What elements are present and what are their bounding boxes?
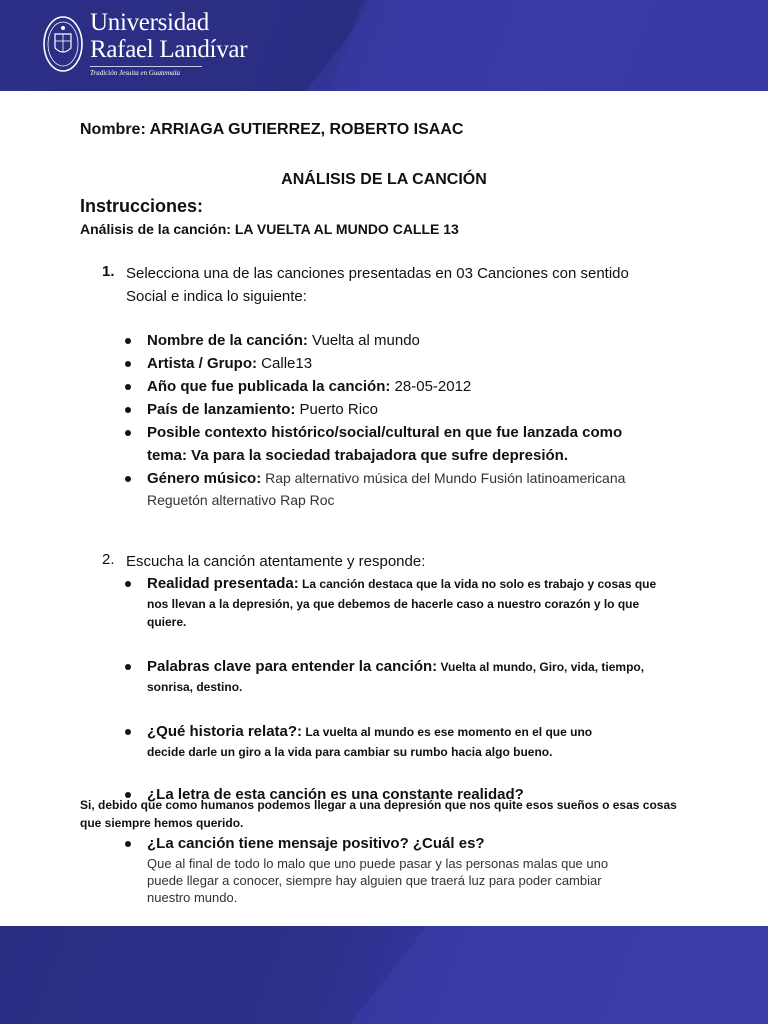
question-1-text <box>126 262 629 308</box>
item-value: Puerto Rico <box>295 401 378 418</box>
item-label: Palabras clave para entender la canción: <box>147 658 438 675</box>
bullet-icon <box>125 361 131 367</box>
brand-line-2: Rafael Landívar <box>90 36 248 63</box>
bullet-icon <box>125 476 131 482</box>
question-1-number: 1. <box>102 263 115 280</box>
question-1-line-1: Selecciona una de las canciones presentadas en 03 Canciones con sentido <box>126 265 629 282</box>
answer-line: Que al final de todo lo malo que uno puede pasar y las personas malas que uno <box>147 856 609 871</box>
bullet-icon <box>125 430 131 436</box>
list-item <box>147 352 625 375</box>
document-title: ANÁLISIS DE LA CANCIÓN <box>281 171 487 188</box>
answer-line: puede llegar a conocer, siempre hay alguien que traerá luz para poder cambiar <box>147 873 602 888</box>
analysis-subtitle: Análisis de la canción: LA VUELTA AL MUNDO CALLE 13 <box>80 221 459 237</box>
item-label: Año que fue publicada la canción: <box>147 378 391 395</box>
list-item <box>147 832 608 906</box>
item-value-cont: quiere. <box>147 615 187 629</box>
student-name: Nombre: ARRIAGA GUTIERREZ, ROBERTO ISAAC <box>80 121 464 138</box>
list-item <box>147 655 656 696</box>
instructions-heading: Instrucciones: <box>80 196 204 216</box>
bullet-icon <box>125 384 131 390</box>
item-value: La vuelta al mundo es ese momento en el que uno <box>302 725 593 739</box>
item-label-cont: tema: <box>147 447 188 464</box>
footer-decoration <box>302 926 768 1024</box>
list-item <box>147 572 656 631</box>
brand-line-1: Universidad <box>90 9 209 36</box>
list-item <box>147 467 625 510</box>
question-1-line-2: Social e indica lo siguiente: <box>126 288 307 305</box>
question-2-number: 2. <box>102 551 115 568</box>
bullet-icon <box>125 841 131 847</box>
bullet-icon <box>125 729 131 735</box>
item-value: Vuelta al mundo <box>307 332 420 349</box>
item-label: ¿Qué historia relata?: <box>147 723 303 740</box>
item-value: Calle13 <box>257 355 313 372</box>
answer-line: nuestro mundo. <box>147 890 238 905</box>
brand-tagline: Tradición Jesuita en Guatemala <box>90 66 202 78</box>
item-label: Género músico: <box>147 470 262 487</box>
answer-line: Si, debido que como humanos podemos llegar a una depresión que nos quite esos sueños o esas cosas <box>80 798 677 812</box>
item-label: Artista / Grupo: <box>147 355 258 372</box>
list-item <box>147 421 625 467</box>
bullet-icon <box>125 664 131 670</box>
list-item <box>147 398 625 421</box>
bullet-icon <box>125 407 131 413</box>
item-label: País de lanzamiento: <box>147 401 296 418</box>
question-2-text: Escucha la canción atentamente y responde: <box>126 553 426 570</box>
item-value-cont: sonrisa, destino. <box>147 680 243 694</box>
item-value: Va para la sociedad trabajadora que sufre depresión. <box>187 447 568 464</box>
question-2-list-cont <box>147 832 608 906</box>
item-value-cont: Reguetón alternativo Rap Roc <box>147 492 335 508</box>
answer-positive-message <box>147 855 608 906</box>
item-value: La canción destaca que la vida no solo es trabajo y cosas que <box>298 577 657 591</box>
item-label: Posible contexto histórico/social/cultural en que fue lanzada como <box>147 424 623 441</box>
answer-constant-reality <box>80 796 677 832</box>
list-item <box>147 375 625 398</box>
list-item <box>147 720 656 761</box>
question-2-list <box>147 572 656 806</box>
item-value: 28-05-2012 <box>390 378 472 395</box>
item-label: ¿La canción tiene mensaje positivo? ¿Cuál es? <box>147 835 485 852</box>
item-label: ¿La letra de esta canción es una constante realidad? <box>147 786 524 803</box>
item-value: Vuelta al mundo, Giro, vida, tiempo, <box>437 660 645 674</box>
item-value-cont: nos llevan a la depresión, ya que debemos de hacerle caso a nuestro corazón y lo que <box>147 597 640 611</box>
item-label: Realidad presentada: <box>147 575 299 592</box>
item-value-cont: decide darle un giro a la vida para cambiar su rumbo hacia algo bueno. <box>147 745 553 759</box>
footer-banner <box>0 926 768 1024</box>
bullet-icon <box>125 338 131 344</box>
answer-line: que siempre hemos querido. <box>80 816 244 830</box>
item-value: Rap alternativo música del Mundo Fusión latinoamericana <box>261 470 626 486</box>
list-item <box>147 329 625 352</box>
bullet-icon <box>125 581 131 587</box>
question-1-list <box>147 329 625 510</box>
item-label: Nombre de la canción: <box>147 332 308 349</box>
